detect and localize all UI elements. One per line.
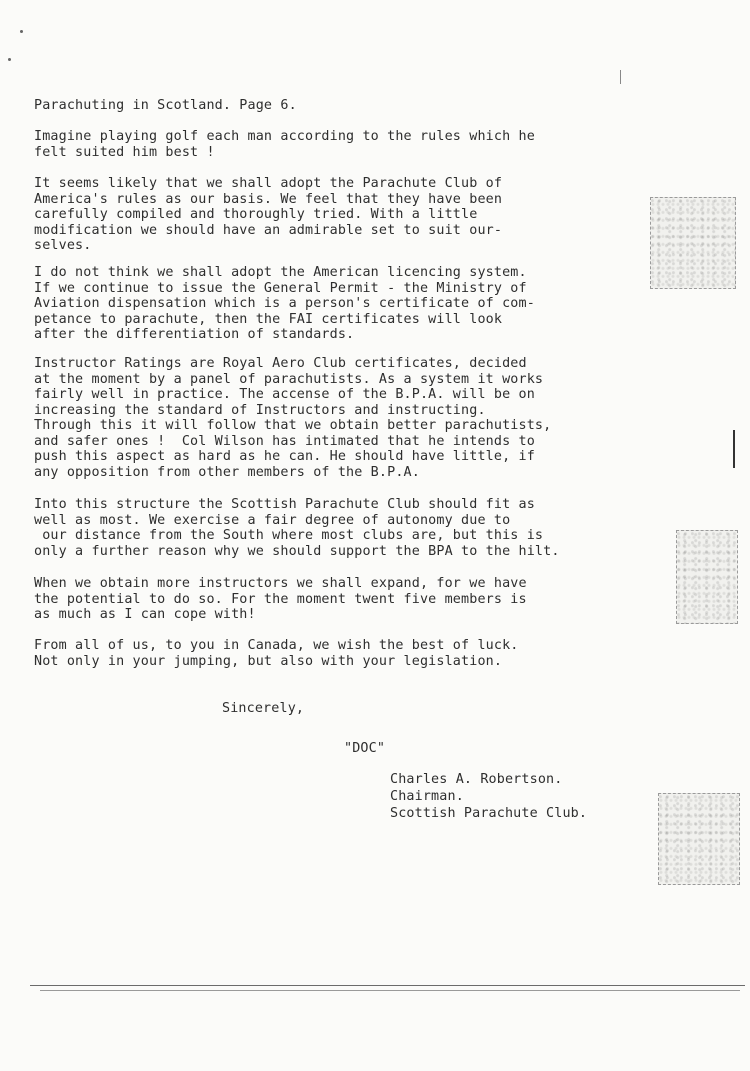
bottom-edge-line xyxy=(40,990,740,991)
margin-mark xyxy=(620,70,621,84)
text-line: Through this it will follow that we obtain better parachutists, xyxy=(34,418,552,433)
margin-blotch xyxy=(650,197,736,289)
text-line: Aviation dispensation which is a person's certificate of com- xyxy=(34,296,535,311)
text-line: and safer ones ! Col Wilson has intimated that he intends to xyxy=(34,433,535,449)
text-line: America's rules as our basis. We feel that they have been xyxy=(34,191,503,207)
paragraph-closing-wishes xyxy=(34,638,519,669)
text-line: It seems likely that we shall adopt the Parachute Club of xyxy=(34,176,503,191)
text-line: Imagine playing golf each man according to the rules which he xyxy=(34,129,535,144)
text-line: From all of us, to you in Canada, we wish the best of luck. xyxy=(34,638,519,653)
text-line: If we continue to issue the General Permit - the Ministry of xyxy=(34,280,527,296)
text-line: our distance from the South where most clubs are, but this is xyxy=(34,528,544,543)
paragraph-expansion xyxy=(34,576,527,623)
text-line: selves. xyxy=(34,238,92,253)
paragraph-rules xyxy=(34,176,502,254)
text-line: petance to parachute, then the FAI certificates will look xyxy=(34,311,503,327)
text-line: When we obtain more instructors we shall expand, for we have xyxy=(34,576,527,591)
speck xyxy=(20,30,23,33)
text-line: Into this structure the Scottish Parachute Club should fit as xyxy=(34,497,535,512)
text-line: well as most. We exercise a fair degree of autonomy due to xyxy=(34,512,511,528)
text-line: as much as I can cope with! xyxy=(34,607,256,622)
margin-blotch xyxy=(658,793,740,885)
signatory-organization: Scottish Parachute Club. xyxy=(390,806,588,821)
bottom-edge-line xyxy=(30,985,745,986)
margin-mark xyxy=(733,430,735,468)
text-line: at the moment by a panel of parachutists. As a system it works xyxy=(34,371,544,387)
closing-salutation: Sincerely, xyxy=(222,701,305,716)
speck xyxy=(8,58,11,61)
text-line: increasing the standard of Instructors and instructing. xyxy=(34,402,486,418)
paragraph-instructors xyxy=(34,356,551,480)
margin-blotch xyxy=(676,530,738,624)
text-line: any opposition from other members of the B.P.A. xyxy=(34,464,420,480)
page-heading: Parachuting in Scotland. Page 6. xyxy=(34,98,297,113)
text-line: fairly well in practice. The accense of the B.P.A. will be on xyxy=(34,387,535,402)
paragraph-golf xyxy=(34,129,535,160)
text-line: Not only in your jumping, but also with your legislation. xyxy=(34,653,503,669)
paragraph-licencing xyxy=(34,265,535,343)
signature-nickname: "DOC" xyxy=(344,741,386,756)
signatory-title: Chairman. xyxy=(390,789,464,804)
text-line: carefully compiled and thoroughly tried. With a little xyxy=(34,207,478,222)
text-line: after the differentiation of standards. xyxy=(34,327,355,342)
text-line: only a further reason why we should support the BPA to the hilt. xyxy=(34,543,560,559)
paragraph-structure xyxy=(34,497,560,559)
text-line: felt suited him best ! xyxy=(34,144,215,160)
text-line: modification we should have an admirable set to suit our- xyxy=(34,222,503,238)
signatory-name: Charles A. Robertson. xyxy=(390,772,563,787)
text-line: Instructor Ratings are Royal Aero Club certificates, decided xyxy=(34,356,527,371)
text-line: the potential to do so. For the moment twent five members is xyxy=(34,591,527,607)
text-line: push this aspect as hard as he can. He should have little, if xyxy=(34,449,535,464)
text-line: I do not think we shall adopt the American licencing system. xyxy=(34,265,527,280)
